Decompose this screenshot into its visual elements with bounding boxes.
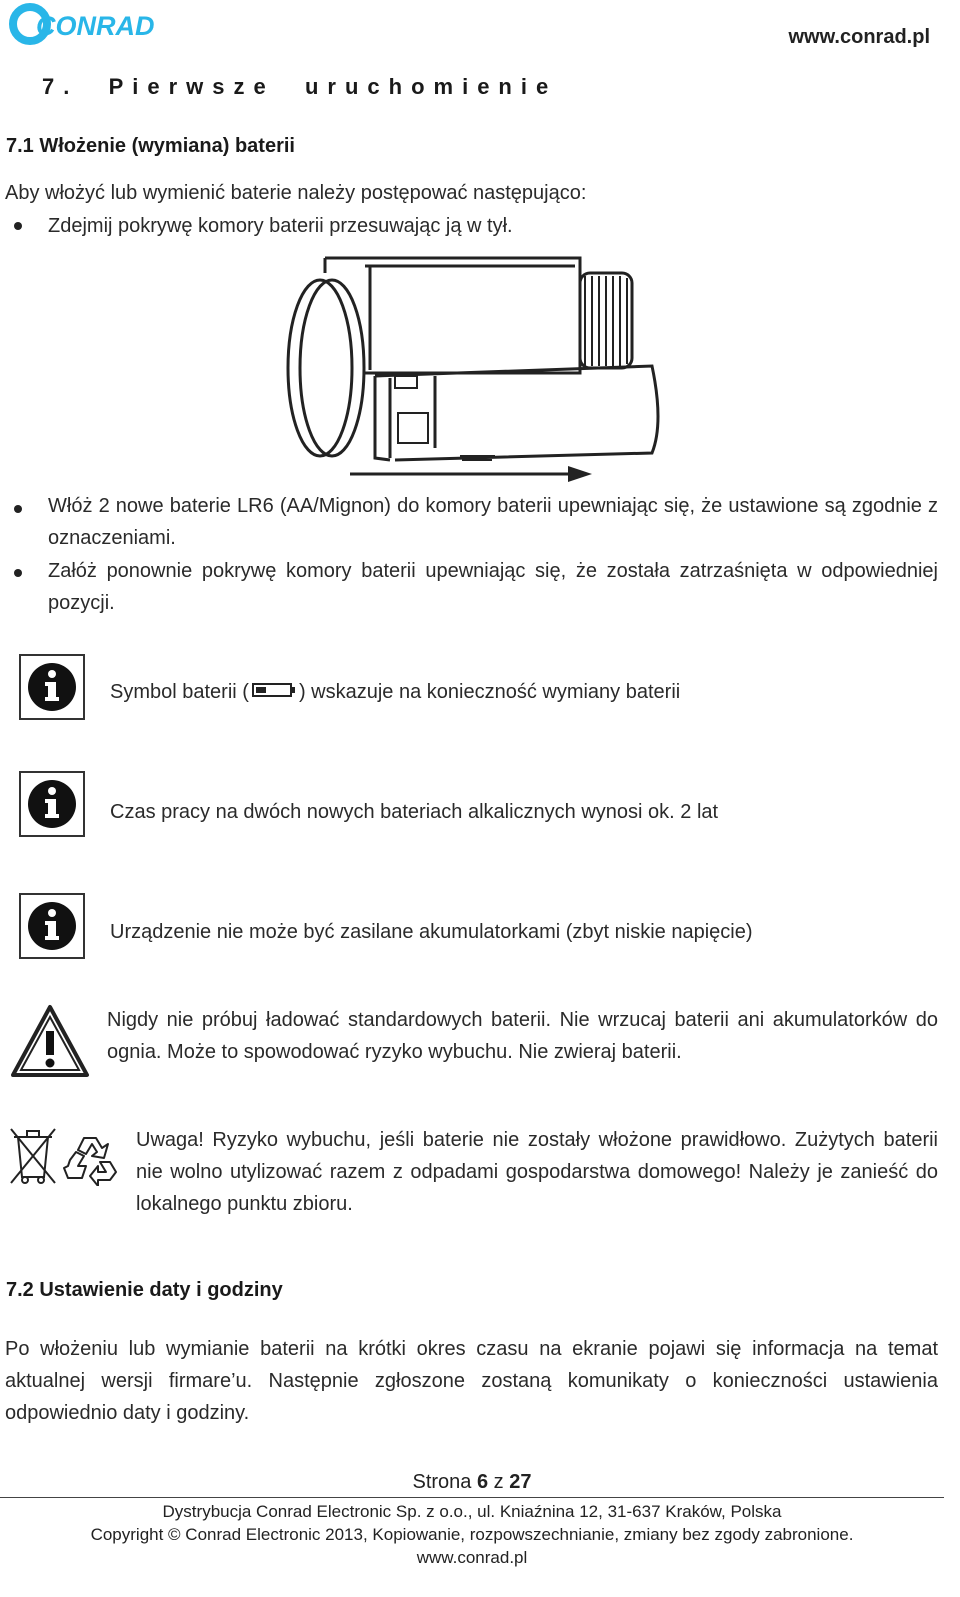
- note-battery-symbol-text-end: ) wskazuje na konieczność wymiany baterii: [298, 681, 681, 703]
- page-number: [0, 1471, 944, 1494]
- logo-text: CONRAD: [36, 11, 155, 41]
- battery-low-icon: [251, 677, 297, 709]
- conrad-logo: [8, 2, 168, 48]
- page-total: 27: [509, 1471, 532, 1493]
- warning-icon: [10, 1003, 90, 1079]
- bullet-remove-cover: Zdejmij pokrywę komory baterii przesuwając ją w tył.: [48, 215, 513, 237]
- page-prefix: Strona: [412, 1471, 477, 1493]
- page-current: 6: [476, 1471, 489, 1493]
- crossed-bin-icon: [8, 1125, 58, 1187]
- bullet-dot: [14, 569, 22, 577]
- recycle-icon: [62, 1130, 118, 1186]
- section-heading-batteries: 7.1 Włożenie (wymiana) baterii: [6, 135, 295, 157]
- note-battery-symbol: [110, 676, 930, 709]
- footer-divider: [0, 1497, 944, 1498]
- info-icon: [19, 893, 85, 959]
- page-separator: z: [488, 1471, 510, 1493]
- device-illustration: [280, 248, 670, 486]
- bullet-close-cover: Załóż ponownie pokrywę komory baterii upewniając się, że została zatrzaśnięta w odpowiedniej pozycji.: [48, 560, 938, 614]
- info-icon: [19, 771, 85, 837]
- note-battery-symbol-text: Symbol baterii (: [110, 681, 249, 703]
- disposal-text: Uwaga! Ryzyko wybuchu, jeśli baterie nie zostały włożone prawidłowo. Zużytych baterii nie wolno utylizować razem z odpadami gospodarstwa domowego! Należy je zanieść do lokalnego punktu zbioru.: [136, 1129, 938, 1215]
- date-time-body: Po włożeniu lub wymianie baterii na krótki okres czasu na ekranie pojawi się informacja na temat aktualnej wersji firmare’u. Następnie zgłoszone zostaną komunikaty o konieczności ustawienia odpowiednio daty i godziny.: [5, 1338, 938, 1424]
- info-icon: [19, 654, 85, 720]
- bullet-dot: [14, 222, 22, 230]
- section-heading-date-time: 7.2 Ustawienie daty i godziny: [6, 1279, 283, 1301]
- note-no-rechargeables: Urządzenie nie może być zasilane akumulatorkami (zbyt niskie napięcie): [110, 921, 753, 943]
- footer-distributor: Dystrybucja Conrad Electronic Sp. z o.o., ul. Kniaźnina 12, 31-637 Kraków, Polska: [162, 1502, 782, 1521]
- bullet-insert-batteries: Włóż 2 nowe baterie LR6 (AA/Mignon) do komory baterii upewniając się, że ustawione są zgodnie z oznaczeniami.: [48, 495, 938, 549]
- note-battery-life: Czas pracy na dwóch nowych bateriach alkalicznych wynosi ok. 2 lat: [110, 801, 719, 823]
- chapter-title: 7. Pierwsze uruchomienie: [42, 74, 558, 99]
- warning-text: Nigdy nie próbuj ładować standardowych baterii. Nie wrzucaj baterii ani akumulatorków do ognia. Może to spowodować ryzyko wybuchu. Nie zwieraj baterii.: [107, 1009, 938, 1063]
- intro-text: Aby włożyć lub wymienić baterie należy postępować następująco:: [5, 182, 587, 204]
- footer-website: www.conrad.pl: [416, 1548, 528, 1567]
- footer-copyright: Copyright © Conrad Electronic 2013, Kopiowanie, rozpowszechnianie, zmiany bez zgody zabronione.: [90, 1525, 854, 1544]
- header-website: www.conrad.pl: [788, 26, 930, 48]
- bullet-dot: [14, 505, 22, 513]
